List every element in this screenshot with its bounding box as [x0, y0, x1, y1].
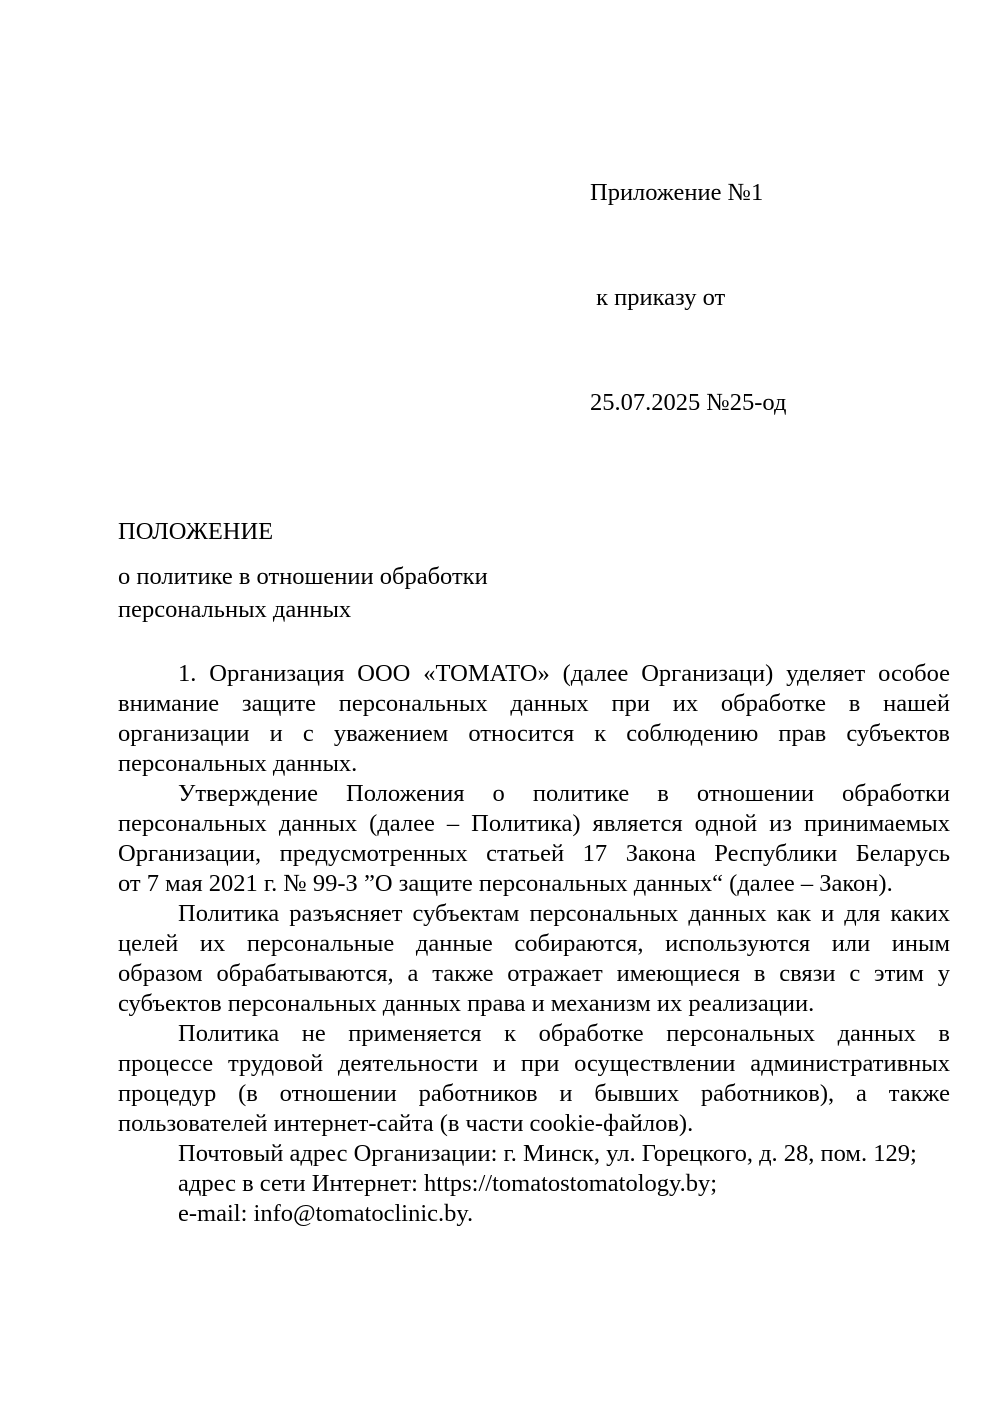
paragraph-1-line-1: 1. Организация ООО «ТОМАТО» (далее Организаци) уделяет особое — [178, 660, 950, 687]
website-line: адрес в сети Интернет: https://tomatostomatology.by; — [178, 1170, 718, 1197]
document-subtitle-line-1: о политике в отношении обработки — [118, 563, 488, 590]
document-body — [118, 659, 950, 1139]
paragraph-3-line-3: образом обрабатываются, а также отражает имеющиеся в связи с этим у — [118, 960, 950, 987]
document-title: ПОЛОЖЕНИЕ — [118, 518, 274, 545]
appendix-header-line-3: 25.07.2025 №25-од — [590, 389, 787, 416]
paragraph-2-line-1: Утверждение Положения о политике в отношении обработки — [178, 780, 950, 807]
paragraph-1-line-2: внимание защите персональных данных при их обработке в нашей — [118, 690, 950, 717]
paragraph-3-line-1: Политика разъясняет субъектам персональных данных как и для каких — [178, 900, 950, 927]
paragraph-3-line-4: субъектов персональных данных права и механизм их реализации. — [118, 990, 815, 1017]
appendix-header — [590, 105, 950, 490]
paragraph-4-line-4: пользователей интернет-сайта (в части cookie-файлов). — [118, 1110, 694, 1137]
paragraph-3-line-2: целей их персональные данные собираются, используются или иным — [118, 930, 950, 957]
postal-address-line: Почтовый адрес Организации: г. Минск, ул. Горецкого, д. 28, пом. 129; — [178, 1140, 917, 1167]
paragraph-4-line-3: процедур (в отношении работников и бывших работников), а также — [118, 1080, 950, 1107]
paragraph-2-line-3: Организации, предусмотренных статьей 17 Закона Республики Беларусь — [118, 840, 950, 867]
paragraph-4-line-1: Политика не применяется к обработке персональных данных в — [178, 1020, 950, 1047]
document-subtitle — [118, 560, 950, 626]
paragraph-1-line-4: персональных данных. — [118, 750, 358, 777]
email-line: e-mail: info@tomatoclinic.by. — [178, 1200, 474, 1227]
appendix-header-line-2: к приказу от — [590, 284, 726, 311]
appendix-header-line-1: Приложение №1 — [590, 179, 764, 206]
paragraph-4 — [118, 1019, 950, 1139]
paragraph-1-line-3: организации и с уважением относится к соблюдению прав субъектов — [118, 720, 950, 747]
paragraph-2 — [118, 779, 950, 899]
paragraph-4-line-2: процессе трудовой деятельности и при осуществлении административных — [118, 1050, 950, 1077]
paragraph-2-line-2: персональных данных (далее – Политика) является одной из принимаемых — [118, 810, 950, 837]
document-subtitle-line-2: персональных данных — [118, 596, 352, 623]
contacts-block — [118, 1139, 950, 1229]
paragraph-2-line-4: от 7 мая 2021 г. № 99-З ”О защите персональных данных“ (далее – Закон). — [118, 870, 893, 897]
paragraph-3 — [118, 899, 950, 1019]
paragraph-1 — [118, 659, 950, 779]
